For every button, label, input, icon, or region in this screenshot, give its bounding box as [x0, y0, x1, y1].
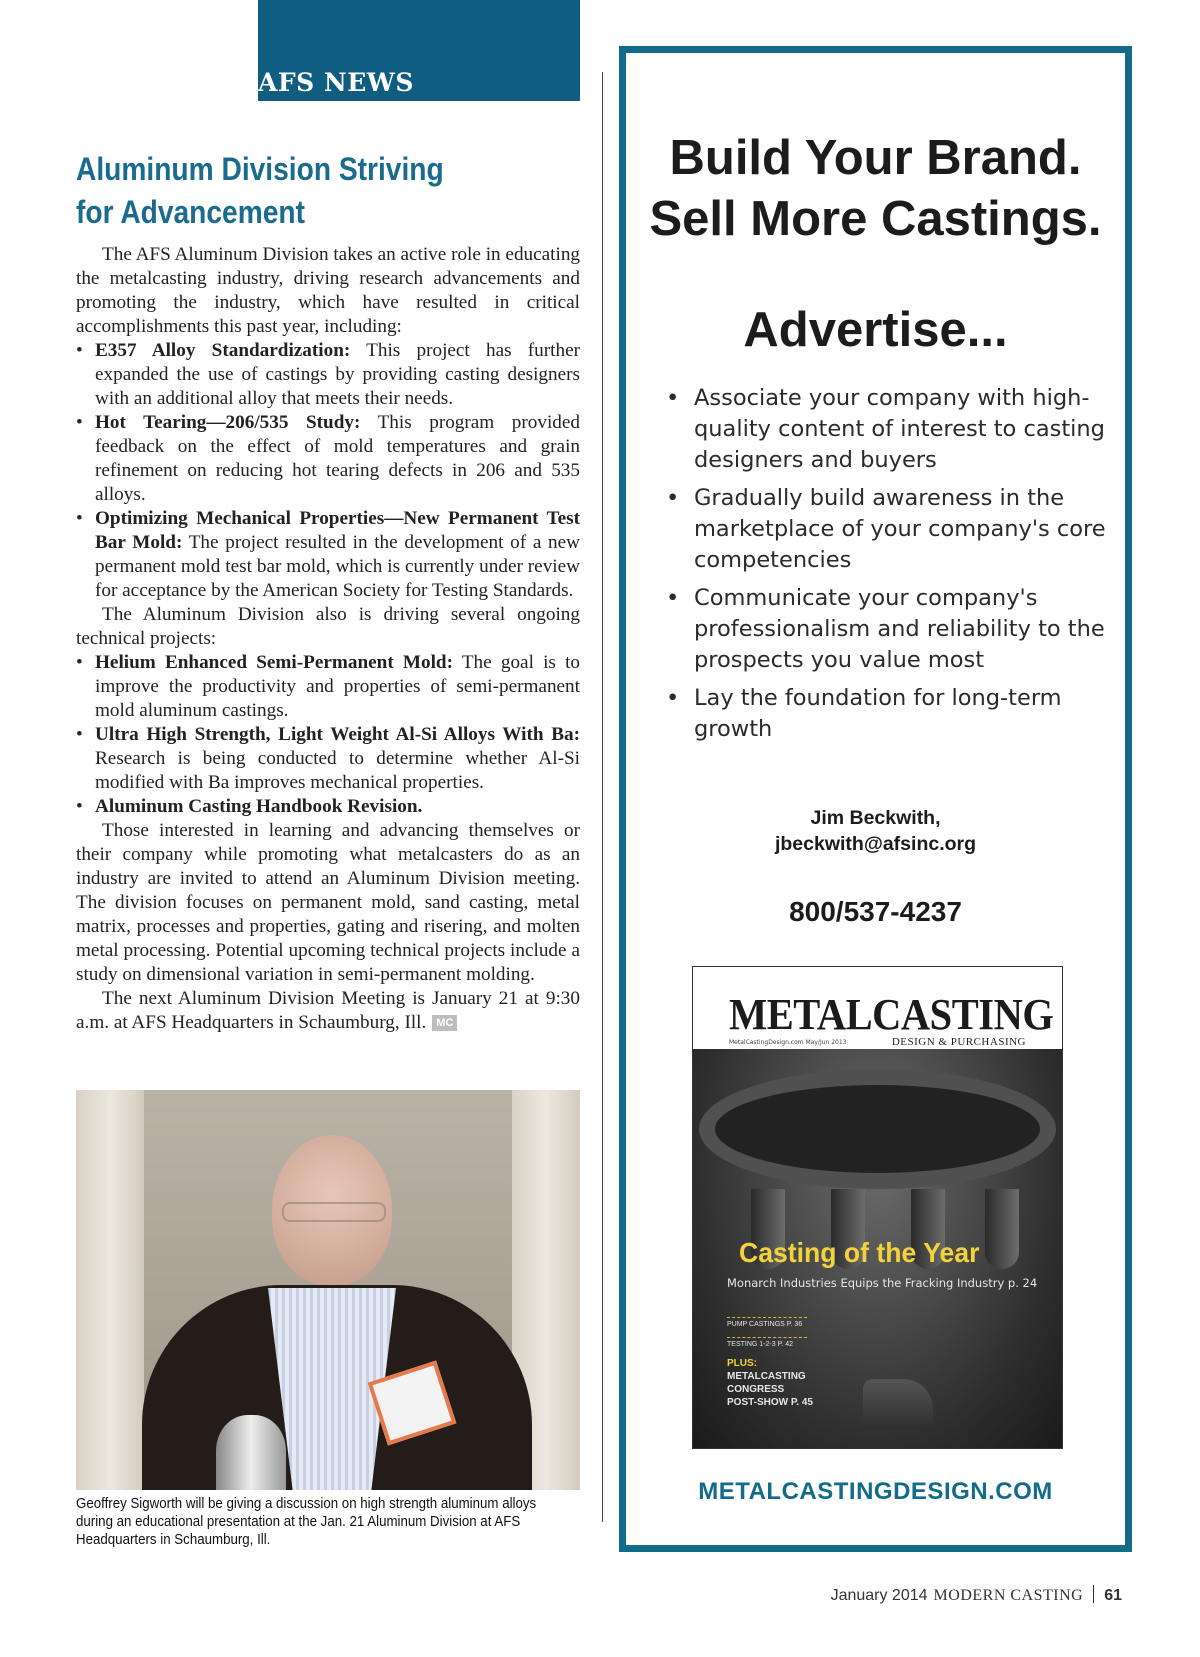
ad-bullet-list — [666, 383, 1106, 752]
footer-separator — [1093, 1585, 1094, 1603]
cover-plus-line: CONGRESS — [727, 1384, 785, 1395]
footer-magazine: MODERN CASTING — [933, 1587, 1084, 1604]
list-item-lead: Ultra High Strength, Light Weight Al-Si Alloys With Ba: — [95, 724, 580, 745]
list-item — [76, 795, 580, 819]
accomplishments-list — [76, 339, 580, 603]
ad-website-link[interactable]: METALCASTINGDESIGN.COM — [698, 1478, 1053, 1505]
footer-date: January 2014 — [830, 1587, 928, 1604]
ad-bullet: • Associate your company with high-quality content of interest to casting designers and buyers — [666, 383, 1106, 476]
cover-casting-fin — [985, 1189, 1019, 1269]
cover-casting-block — [863, 1379, 933, 1429]
meeting-paragraph — [76, 987, 580, 1035]
list-item-text: Research is being conducted to determine whether Al-Si modified with Ba improves mechanical properties. — [95, 748, 580, 793]
projects-intro-paragraph: The Aluminum Division also is driving several ongoing technical projects: — [76, 604, 580, 649]
list-item — [76, 411, 580, 507]
contact-phone[interactable]: 800/537-4237 — [789, 896, 962, 927]
ad-title-line-2: Sell More Castings. — [649, 192, 1102, 246]
list-item-text: The goal is to improve the productivity and properties of semi-permanent mold aluminum castings. — [95, 652, 580, 721]
list-item-text: This program provided feedback on the effect of mold temperatures and grain refinement on reducing hot tearing defects in 206 and 535 alloys. — [95, 412, 580, 505]
contact-name: Jim Beckwith, — [810, 807, 941, 829]
ad-bullet: • Gradually build awareness in the marketplace of your company's core competencies — [666, 483, 1106, 576]
list-item-text: This project has further expanded the use of castings by providing casting designers with an additional alloy that meets their needs. — [95, 340, 580, 409]
ad-subtitle: Advertise... — [743, 303, 1008, 357]
cover-teaser: PUMP CASTINGS P. 36 — [727, 1317, 807, 1328]
projects-list — [76, 651, 580, 819]
cover-url-line: MetalCastingDesign.com May/Jun 2013 — [729, 1039, 847, 1046]
invitation-paragraph: Those interested in learning and advancing themselves or their company while promoting what metalcasters do as an industry are invited to attend an Aluminum Division meeting. The division focuses on permanent mold, sand casting, metal matrix, processes and properties, gating and risering, and molten metal processing. Potential upcoming technical projects include a study on dimensional variation in semi-permanent molding. — [76, 820, 580, 985]
cover-feature-subtitle: Monarch Industries Equips the Fracking Industry p. 24 — [727, 1276, 1038, 1290]
end-mark-badge: MC — [432, 1015, 457, 1031]
list-item-lead: Helium Enhanced Semi-Permanent Mold: — [95, 652, 453, 673]
ad-bullet: • Lay the foundation for long-term growth — [666, 683, 1106, 745]
cover-plus-line: POST-SHOW P. 45 — [727, 1397, 813, 1408]
page-number: 61 — [1104, 1587, 1122, 1604]
cover-feature-title: Casting of the Year — [739, 1237, 980, 1268]
column-divider — [602, 72, 603, 1522]
article-headline — [76, 148, 569, 234]
contact-email-link[interactable]: jbeckwith@afsinc.org — [774, 833, 977, 855]
cover-casting-rim — [699, 1069, 1056, 1189]
article-photo — [76, 1090, 580, 1490]
cover-plus-label: PLUS: — [727, 1358, 757, 1369]
headline-line-2: for Advancement — [76, 194, 305, 230]
list-item-text: The project resulted in the development of a new permanent mold test bar mold, which is currently under review for acceptance by the American Society for Testing Standards. — [95, 532, 580, 601]
article — [76, 148, 580, 1035]
ad-contact — [626, 805, 1125, 857]
list-item-lead: Aluminum Casting Handbook Revision. — [95, 796, 423, 817]
list-item — [76, 339, 580, 411]
meeting-text: The next Aluminum Division Meeting is January 21 at 9:30 a.m. at AFS Headquarters in Schaumburg, Ill. — [76, 988, 580, 1033]
headline-line-1: Aluminum Division Striving — [76, 151, 444, 187]
photo-pillar — [76, 1090, 144, 1490]
list-item-lead: Optimizing Mechanical Properties—New Permanent Test Bar Mold: — [95, 508, 580, 553]
list-item-lead: Hot Tearing—206/535 Study: — [95, 412, 361, 433]
list-item — [76, 651, 580, 723]
advertisement[interactable] — [619, 46, 1132, 1552]
cover-teaser: TESTING 1-2-3 P. 42 — [727, 1337, 807, 1348]
ad-title-line-1: Build Your Brand. — [669, 131, 1082, 185]
page-footer — [831, 1585, 1122, 1605]
cover-plus-line: METALCASTING — [727, 1371, 806, 1382]
list-item — [76, 723, 580, 795]
list-item — [76, 507, 580, 603]
article-body — [76, 243, 580, 1035]
magazine-cover — [692, 966, 1063, 1449]
ad-title — [626, 128, 1125, 250]
photo-glasses — [282, 1202, 386, 1222]
section-label: AFS NEWS — [258, 68, 414, 97]
ad-bullet: • Communicate your company's professionalism and reliability to the prospects you value most — [666, 583, 1106, 676]
photo-caption: Geoffrey Sigworth will be giving a discussion on high strength aluminum alloys during an educational presentation at the Jan. 21 Aluminum Division at AFS Headquarters in Schaumburg, Ill. — [76, 1496, 537, 1548]
photo-trophy — [216, 1415, 286, 1490]
cover-plus-teaser — [727, 1357, 813, 1409]
cover-design-line: DESIGN & PURCHASING — [891, 1036, 1026, 1048]
list-item-lead: E357 Alloy Standardization: — [95, 340, 351, 361]
cover-masthead: METALCASTING — [729, 990, 1054, 1039]
intro-paragraph: The AFS Aluminum Division takes an active role in educating the metalcasting industry, driving research advancements and promoting the industry, which have resulted in critical accomplishments this past year, including: — [76, 244, 581, 337]
